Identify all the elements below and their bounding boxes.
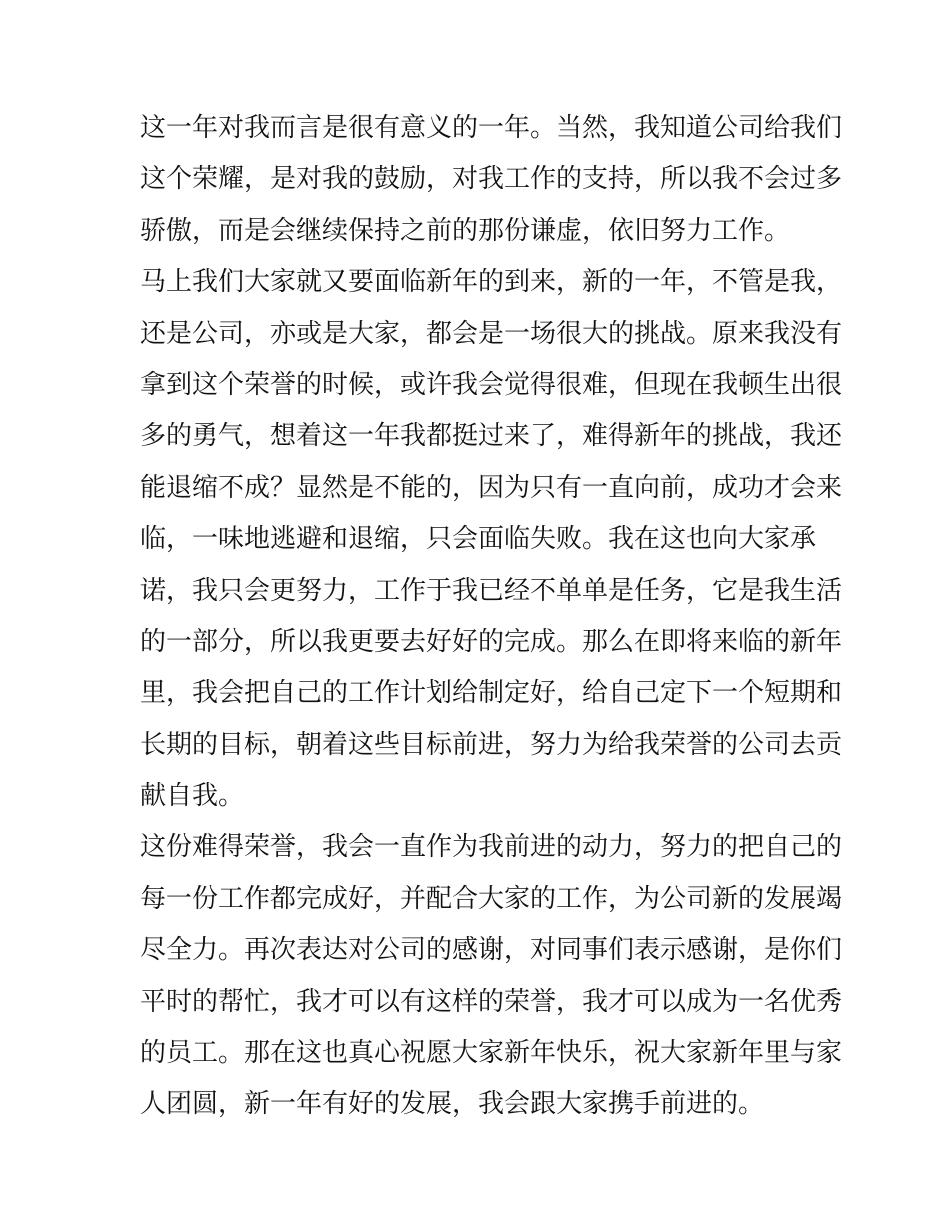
text-line: 长期的目标，朝着这些目标前进，努力为给我荣誉的公司去贡 [140,729,843,760]
text-line: 献自我。 [140,781,245,812]
text-line: 这个荣耀，是对我的鼓励，对我工作的支持，所以我不会过多 [140,164,843,195]
text-line: 里，我会把自己的工作计划给制定好，给自己定下一个短期和 [140,678,843,709]
text-line: 诺，我只会更努力，工作于我已经不单单是任务，它是我生活 [140,575,843,606]
text-line: 临，一味地逃避和退缩，只会面临失败。我在这也向大家承 [140,524,817,555]
text-line: 这一年对我而言是很有意义的一年。当然，我知道公司给我们 [140,113,843,143]
text-line: 尽全力。再次表达对公司的感谢，对同事们表示感谢，是你们 [140,935,843,966]
text-line: 这份难得荣誉，我会一直作为我前进的动力，努力的把自己的 [140,832,843,863]
body-text [140,103,843,1131]
text-line: 平时的帮忙，我才可以有这样的荣誉，我才可以成为一名优秀 [140,986,843,1017]
text-line: 还是公司，亦或是大家，都会是一场很大的挑战。原来我没有 [140,318,843,349]
text-line: 人团圆，新一年有好的发展，我会跟大家携手前进的。 [140,1089,765,1120]
text-line: 马上我们大家就又要面临新年的到来，新的一年，不管是我， [140,267,843,298]
text-line: 能退缩不成？显然是不能的，因为只有一直向前，成功才会来 [140,472,843,503]
text-line: 的一部分，所以我更要去好好的完成。那么在即将来临的新年 [140,626,843,657]
text-line: 的员工。那在这也真心祝愿大家新年快乐，祝大家新年里与家 [140,1038,843,1069]
text-line: 骄傲，而是会继续保持之前的那份谦虚，依旧努力工作。 [140,215,791,246]
text-line: 多的勇气，想着这一年我都挺过来了，难得新年的挑战，我还 [140,421,843,452]
text-line: 每一份工作都完成好，并配合大家的工作，为公司新的发展竭 [140,883,843,914]
text-line: 拿到这个荣誉的时候，或许我会觉得很难，但现在我顿生出很 [140,369,843,400]
